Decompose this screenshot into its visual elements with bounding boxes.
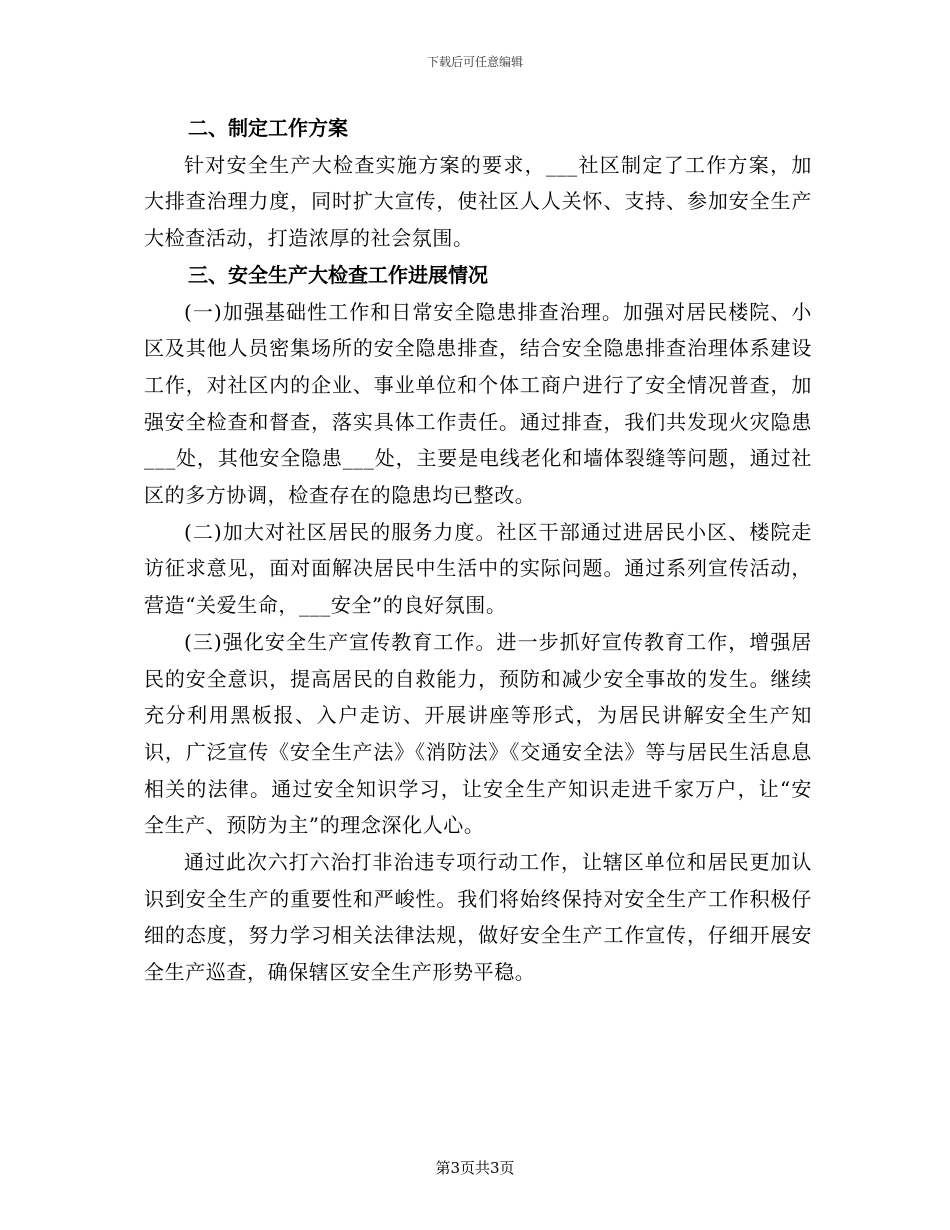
paragraph: 针对安全生产大检查实施方案的要求，___社区制定了工作方案，加大排查治理力度，同时扩大宣传，使社区人人关怀、支持、参加安全生产大检查活动，打造浓厚的社会氛围。 — [144, 152, 812, 251]
paragraph: (三)强化安全生产宣传教育工作。进一步抓好宣传教育工作，增强居民的安全意识，提高居民的自救能力，预防和减少安全事故的发生。继续充分利用黑板报、入户走访、开展讲座等形式，为居民讲解安全生产知识，广泛宣传《安全生产法》《消防法》《交通安全法》等与居民生活息息相关的法律。通过安全知识学习，让安全生产知识走进千家万户，让“安全生产、预防为主”的理念深化人心。 — [144, 629, 812, 838]
page-footer: 第3页共3页 — [435, 1159, 515, 1177]
section-heading-2: 二、制定工作方案 — [188, 116, 348, 140]
section-heading-3: 三、安全生产大检查工作进展情况 — [188, 262, 488, 287]
paragraph: (一)加强基础性工作和日常安全隐患排查治理。加强对居民楼院、小区及其他人员密集场所的安全隐患排查，结合安全隐患排查治理体系建设工作，对社区内的企业、事业单位和个体工商户进行了安全情况普查，加强安全检查和督查，落实具体工作责任。通过排查，我们共发现火灾隐患___处，其他安全隐患___处，主要是电线老化和墙体裂缝等问题，通过社区的多方协调，检查存在的隐患均已整改。 — [144, 299, 812, 508]
document-body — [144, 110, 812, 991]
paragraph: 通过此次六打六治打非治违专项行动工作，让辖区单位和居民更加认识到安全生产的重要性和严峻性。我们将始终保持对安全生产工作积极仔细的态度，努力学习相关法律法规，做好安全生产工作宣传，仔细开展安全生产巡查，确保辖区安全生产形势平稳。 — [144, 850, 812, 985]
page-header: 下载后可任意编辑 — [426, 55, 523, 69]
paragraph: (二)加大对社区居民的服务力度。社区干部通过进居民小区、楼院走访征求意见，面对面解决居民中生活中的实际问题。通过系列宣传活动，营造“关爱生命，___安全”的良好氛围。 — [144, 519, 812, 618]
